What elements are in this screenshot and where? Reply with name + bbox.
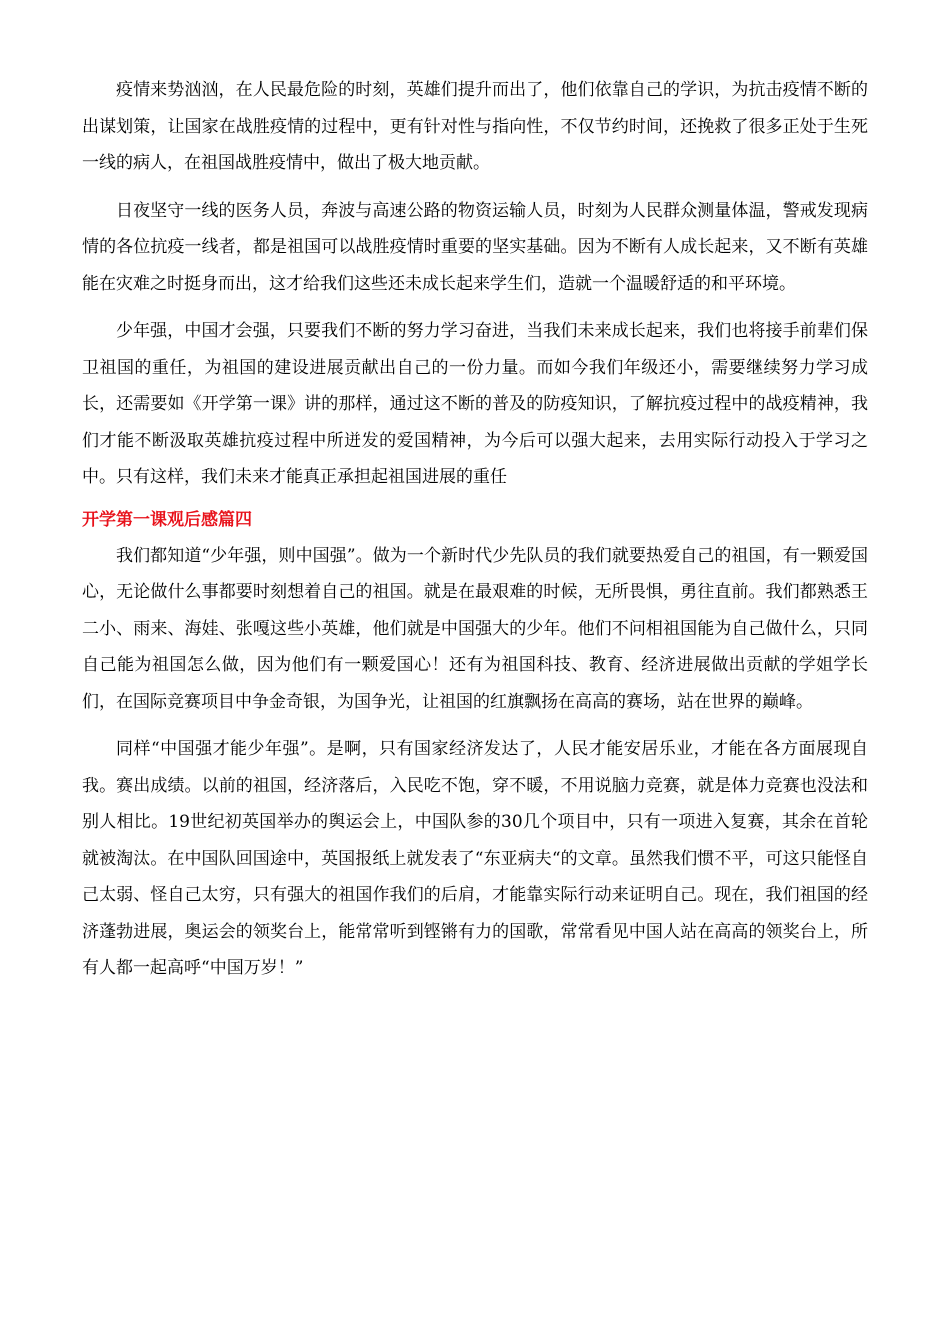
paragraph: 少年强，中国才会强，只要我们不断的努力学习奋进，当我们未来成长起来，我们也将接手前辈们保卫祖国的重任，为祖国的建设进展贡献出自己的一份力量。而如今我们年级还小，需要继续努力学习成长，还需要如《开学第一课》讲的那样，通过这不断的普及的防疫知识，了解抗疫过程中的战疫精神，我们才能不断汲取英雄抗疫过程中所迸发的爱国精神，为今后可以强大起来，去用实际行动投入于学习之中。只有这样，我们未来才能真正承担起祖国进展的重任 xyxy=(82,321,868,487)
section-heading: 开学第一课观后感篇四 xyxy=(82,509,252,530)
paragraph: 日夜坚守一线的医务人员，奔波与高速公路的物资运输人员，时刻为人民群众测量体温，警戒发现病情的各位抗疫一线者，都是祖国可以战胜疫情时重要的坚实基础。因为不断有人成长起来，又不断有英雄能在灾难之时挺身而出，这才给我们这些还未成长起来学生们，造就一个温暖舒适的和平环境。 xyxy=(82,200,868,294)
paragraph: 我们都知道“少年强，则中国强”。做为一个新时代少先队员的我们就要热爱自己的祖国，有一颗爱国心，无论做什么事都要时刻想着自己的祖国。就是在最艰难的时候，无所畏惧，勇往直前。我们都熟悉王二小、雨来、海娃、张嘎这些小英雄，他们就是中国强大的少年。他们不问相祖国能为自己做什么，只同自己能为祖国怎么做，因为他们有一颗爱国心！还有为祖国科技、教育、经济进展做出贡献的学姐学长们，在国际竞赛项目中争金奇银，为国争光，让祖国的红旗飘扬在高高的赛场，站在世界的巅峰。 xyxy=(82,545,868,712)
document-body xyxy=(82,72,868,987)
paragraph: 同样“中国强才能少年强”。是啊，只有国家经济发达了，人民才能安居乐业，才能在各方面展现自我。赛出成绩。以前的祖国，经济落后，入民吃不饱，穿不暖，不用说脑力竞赛，就是体力竞赛也没法和别人相比。19世纪初英国举办的舆运会上，中国队参的30几个项目中，只有一项进入复赛，其余在首轮就被淘汰。在中国队回国途中，英国报纸上就发表了“东亚病夫“的文章。虽然我们惯不平，可这只能怪自己太弱、怪自己太穷，只有强大的祖国作我们的后肩，才能靠实际行动来证明自己。现在，我们祖国的经济蓬勃进展，奥运会的领奖台上，能常常听到铿锵有力的国歌，常常看见中国人站在高高的领奖台上，所有人都一起高呼“中国万岁！” xyxy=(82,739,868,978)
paragraph: 疫情来势汹汹，在人民最危险的时刻，英雄们提升而出了，他们依靠自己的学识，为抗击疫情不断的出谋划策，让国家在战胜疫情的过程中，更有针对性与指向性，不仅节约时间，还挽救了很多正处于生死一线的病人，在祖国战胜疫情中，做出了极大地贡献。 xyxy=(82,80,868,173)
